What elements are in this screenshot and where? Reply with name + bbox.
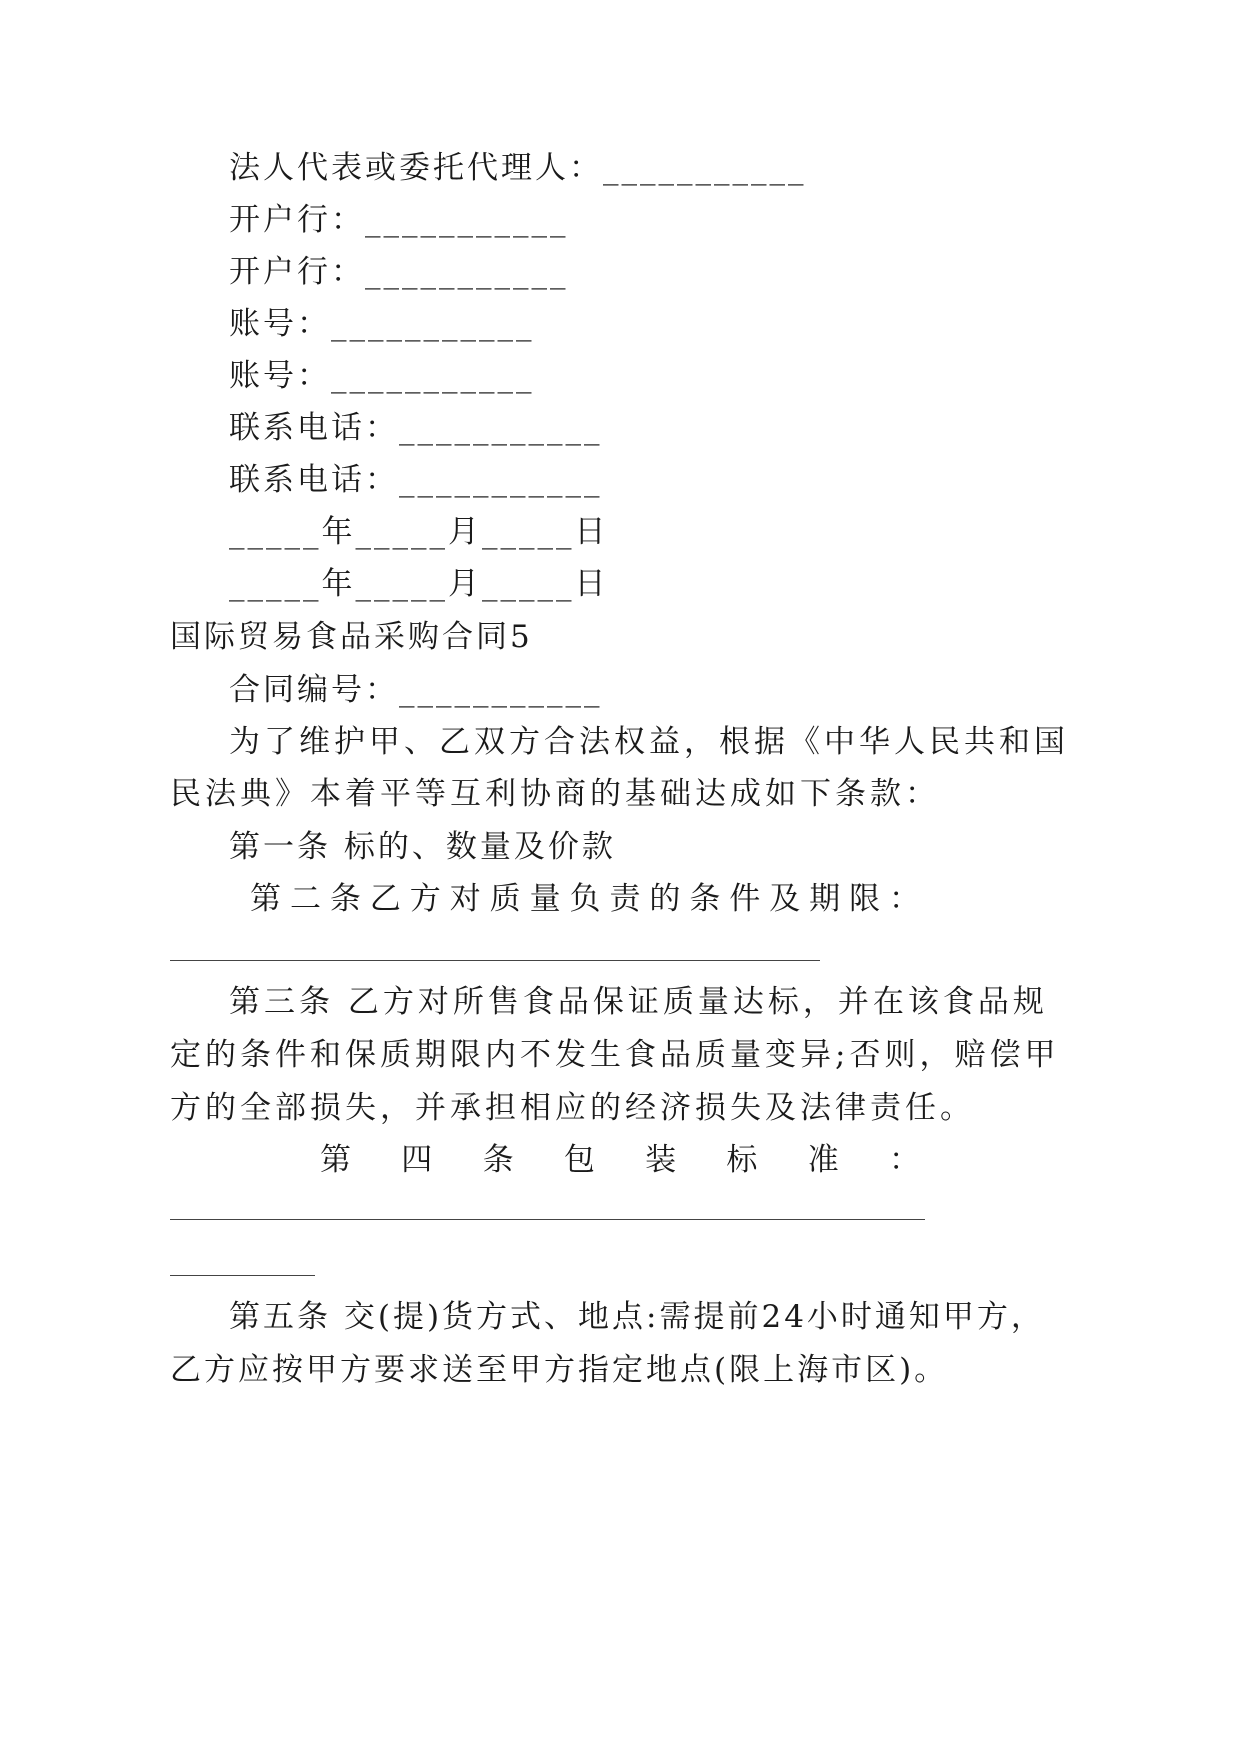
contract-number-line: 合同编号：___________ — [229, 672, 603, 708]
intro-paragraph-line-1: 为了维护甲、乙双方合法权益，根据《中华人民共和国 — [229, 724, 1069, 760]
heading-char: 包 — [563, 1142, 595, 1178]
article-3-line-3: 方的全部损失，并承担相应的经济损失及法律责任。 — [170, 1090, 975, 1126]
heading-char: 量 — [529, 881, 561, 917]
article-3-line-2: 定的条件和保质期限内不发生食品质量变异;否则，赔偿甲 — [170, 1037, 1060, 1073]
heading-char: 四 — [401, 1142, 433, 1178]
heading-char: 负 — [569, 881, 601, 917]
bank-line-1: 开户行：___________ — [229, 202, 569, 238]
heading-char: ： — [888, 1142, 920, 1178]
phone-line-2: 联系电话：___________ — [229, 462, 603, 498]
article-5-line-1: 第五条 交(提)货方式、地点:需提前24小时通知甲方， — [229, 1299, 1045, 1335]
heading-char: 装 — [645, 1142, 677, 1178]
article-4-heading — [320, 1140, 920, 1180]
heading-char: 第 — [250, 881, 281, 917]
heading-char: 条 — [482, 1142, 514, 1178]
heading-char: 责 — [609, 881, 641, 917]
bank-line-2: 开户行：___________ — [229, 254, 569, 290]
heading-char: 第 — [320, 1142, 351, 1178]
article-5-line-2: 乙方应按甲方要求送至甲方指定地点(限上海市区)。 — [170, 1352, 949, 1388]
article-3-line-1: 第三条 乙方对所售食品保证质量达标，并在该食品规 — [229, 984, 1048, 1020]
heading-char: 二 — [289, 881, 321, 917]
heading-char: 方 — [409, 881, 441, 917]
date-line-2: _____年_____月_____日 — [229, 566, 609, 602]
heading-char: 乙 — [369, 881, 401, 917]
article-2-blank-line — [170, 960, 820, 961]
article-4-blank-line-2 — [170, 1275, 315, 1276]
article-4-blank-line-1 — [170, 1219, 925, 1220]
heading-char: 及 — [769, 881, 801, 917]
legal-rep-line: 法人代表或委托代理人：___________ — [229, 150, 807, 186]
article-2-heading — [250, 879, 920, 919]
heading-char: 条 — [689, 881, 721, 917]
heading-char: 件 — [729, 881, 761, 917]
phone-line-1: 联系电话：___________ — [229, 410, 603, 446]
document-title: 国际贸易食品采购合同5 — [170, 619, 533, 655]
article-1-heading: 第一条 标的、数量及价款 — [229, 829, 616, 865]
heading-char: 标 — [726, 1142, 758, 1178]
account-line-1: 账号：___________ — [229, 306, 535, 342]
account-line-2: 账号：___________ — [229, 358, 535, 394]
heading-char: 条 — [329, 881, 361, 917]
heading-char: 限 — [849, 881, 881, 917]
heading-char: ： — [889, 881, 920, 917]
heading-char: 对 — [449, 881, 481, 917]
heading-char: 的 — [649, 881, 681, 917]
heading-char: 期 — [809, 881, 841, 917]
date-line-1: _____年_____月_____日 — [229, 514, 609, 550]
intro-paragraph-line-2: 民法典》本着平等互利协商的基础达成如下条款： — [170, 776, 940, 812]
heading-char: 准 — [807, 1142, 839, 1178]
heading-char: 质 — [489, 881, 521, 917]
